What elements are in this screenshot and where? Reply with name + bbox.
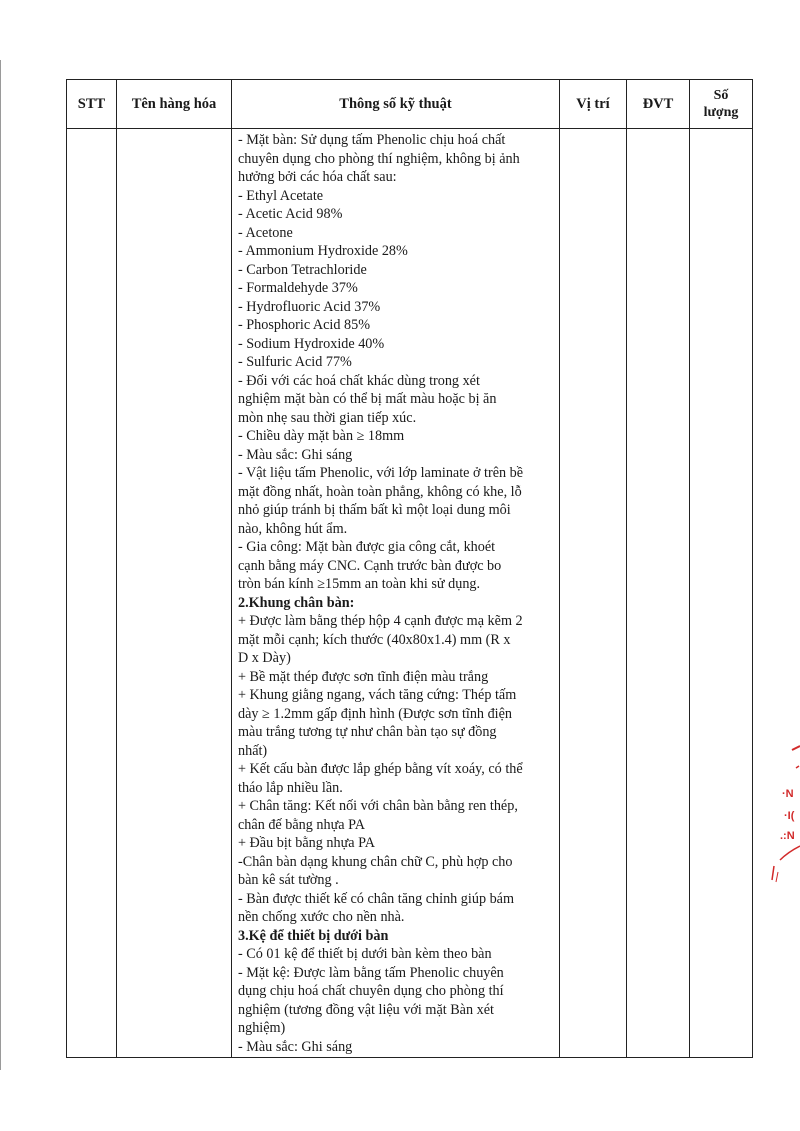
spec-line: hưởng bởi các hóa chất sau:	[238, 169, 397, 185]
header-row	[67, 80, 753, 129]
stamp-text-2: ·I(	[784, 810, 795, 822]
spec-line: - Acetone	[238, 224, 293, 241]
spec-line: nghiệm mặt bàn có thể bị mất màu hoặc bị ăn	[238, 391, 497, 407]
cell-product-name	[117, 129, 232, 1058]
spec-line: - Đối với các hoá chất khác dùng trong xét	[238, 372, 480, 389]
cell-position	[560, 129, 627, 1058]
spec-table	[66, 79, 753, 1058]
spec-section-heading: 3.Kệ để thiết bị dưới bàn	[238, 927, 389, 944]
spec-line: - Formaldehyde 37%	[238, 280, 358, 296]
page-edge-line	[0, 60, 1, 1070]
header-product-name: Tên hàng hóa	[117, 80, 232, 129]
spec-line: tháo lắp nhiều lần.	[238, 779, 343, 796]
spec-line: nghiệm)	[238, 1020, 286, 1036]
header-quantity-line2: lượng	[703, 105, 739, 120]
stamp-text-1: ·N	[782, 788, 794, 800]
spec-line: + Đầu bịt bằng nhựa PA	[238, 835, 375, 851]
spec-line: -Chân bàn dạng khung chân chữ C, phù hợp cho	[238, 853, 513, 870]
spec-line: chuyên dụng cho phòng thí nghiệm, không bị ảnh	[238, 150, 520, 167]
spec-line: cạnh bằng máy CNC. Cạnh trước bàn được bo	[238, 557, 502, 574]
spec-line: - Acetic Acid 98%	[238, 206, 343, 222]
spec-line: nền chống xước cho nền nhà.	[238, 909, 405, 925]
spec-line: chân đế bằng nhựa PA	[238, 816, 365, 833]
spec-line: nghiệm (tương đồng vật liệu với mặt Bàn xét	[238, 1001, 494, 1018]
spec-line: - Mặt bàn: Sử dụng tấm Phenolic chịu hoá chất	[238, 132, 506, 148]
spec-section-heading: 2.Khung chân bàn:	[238, 594, 355, 611]
spec-line: + Chân tăng: Kết nối với chân bàn bằng ren thép,	[238, 798, 518, 814]
cell-stt	[67, 129, 117, 1058]
spec-line: bàn kê sát tường .	[238, 872, 339, 888]
red-stamp-fragment	[770, 742, 800, 892]
header-stt: STT	[67, 80, 117, 129]
spec-line: dụng chịu hoá chất chuyên dụng cho phòng thí	[238, 983, 504, 999]
spec-line: - Màu sắc: Ghi sáng	[238, 1038, 353, 1055]
spec-line: + Được làm bằng thép hộp 4 cạnh được mạ kẽm 2	[238, 613, 523, 629]
header-quantity-line1: Số	[713, 88, 729, 103]
spec-line: + Kết cấu bàn được lắp ghép bằng vít xoáy, có thể	[238, 761, 523, 777]
stamp-text-3: .:N	[780, 830, 795, 842]
header-technical-spec: Thông số kỹ thuật	[232, 80, 560, 129]
spec-line: tròn bán kính ≥15mm an toàn khi sử dụng.	[238, 576, 481, 592]
spec-line: - Sulfuric Acid 77%	[238, 354, 352, 370]
spec-line: - Ethyl Acetate	[238, 187, 324, 204]
header-unit: ĐVT	[627, 80, 690, 129]
spec-line: - Carbon Tetrachloride	[238, 261, 367, 278]
spec-line: mặt đồng nhất, hoàn toàn phẳng, không có khe, lỗ	[238, 483, 522, 500]
spec-line: mặt mỗi cạnh; kích thước (40x80x1.4) mm (R x	[238, 631, 511, 648]
spec-line: - Bàn được thiết kế có chân tăng chỉnh giúp bám	[238, 890, 515, 907]
spec-text-block	[238, 131, 555, 1056]
cell-technical-spec	[232, 129, 560, 1058]
spec-line: - Màu sắc: Ghi sáng	[238, 446, 353, 463]
spec-line: - Hydrofluoric Acid 37%	[238, 298, 381, 315]
cell-quantity	[690, 129, 753, 1058]
spec-line: + Khung giằng ngang, vách tăng cứng: Thép tấm	[238, 687, 517, 703]
spec-line: - Gia công: Mặt bàn được gia công cắt, khoét	[238, 539, 496, 555]
spec-line: - Sodium Hydroxide 40%	[238, 335, 385, 352]
cell-unit	[627, 129, 690, 1058]
spec-line: - Mặt kệ: Được làm bằng tấm Phenolic chuyên	[238, 964, 504, 981]
spec-line: mòn nhẹ sau thời gian tiếp xúc.	[238, 409, 417, 426]
spec-line: nào, không hút ẩm.	[238, 520, 348, 537]
spec-line: - Ammonium Hydroxide 28%	[238, 243, 408, 259]
table-row	[67, 129, 753, 1058]
spec-line: - Có 01 kệ để thiết bị dưới bàn kèm theo bàn	[238, 946, 492, 962]
header-position: Vị trí	[560, 80, 627, 129]
spec-line: dày ≥ 1.2mm gấp định hình (Được sơn tĩnh điện	[238, 705, 513, 722]
spec-line: - Chiều dày mặt bàn ≥ 18mm	[238, 428, 405, 444]
spec-line: nhất)	[238, 742, 268, 759]
spec-line: nhỏ giúp tránh bị thấm bất kì một loại dung môi	[238, 502, 511, 518]
spec-line: - Phosphoric Acid 85%	[238, 317, 371, 333]
spec-line: + Bề mặt thép được sơn tĩnh điện màu trắng	[238, 668, 489, 685]
header-quantity	[690, 80, 753, 129]
spec-line: D x Dày)	[238, 650, 291, 666]
spec-line: - Vật liệu tấm Phenolic, với lớp laminate ở trên bề	[238, 465, 524, 481]
spec-line: màu trắng tương tự như chân bàn tạo sự đồng	[238, 724, 497, 740]
